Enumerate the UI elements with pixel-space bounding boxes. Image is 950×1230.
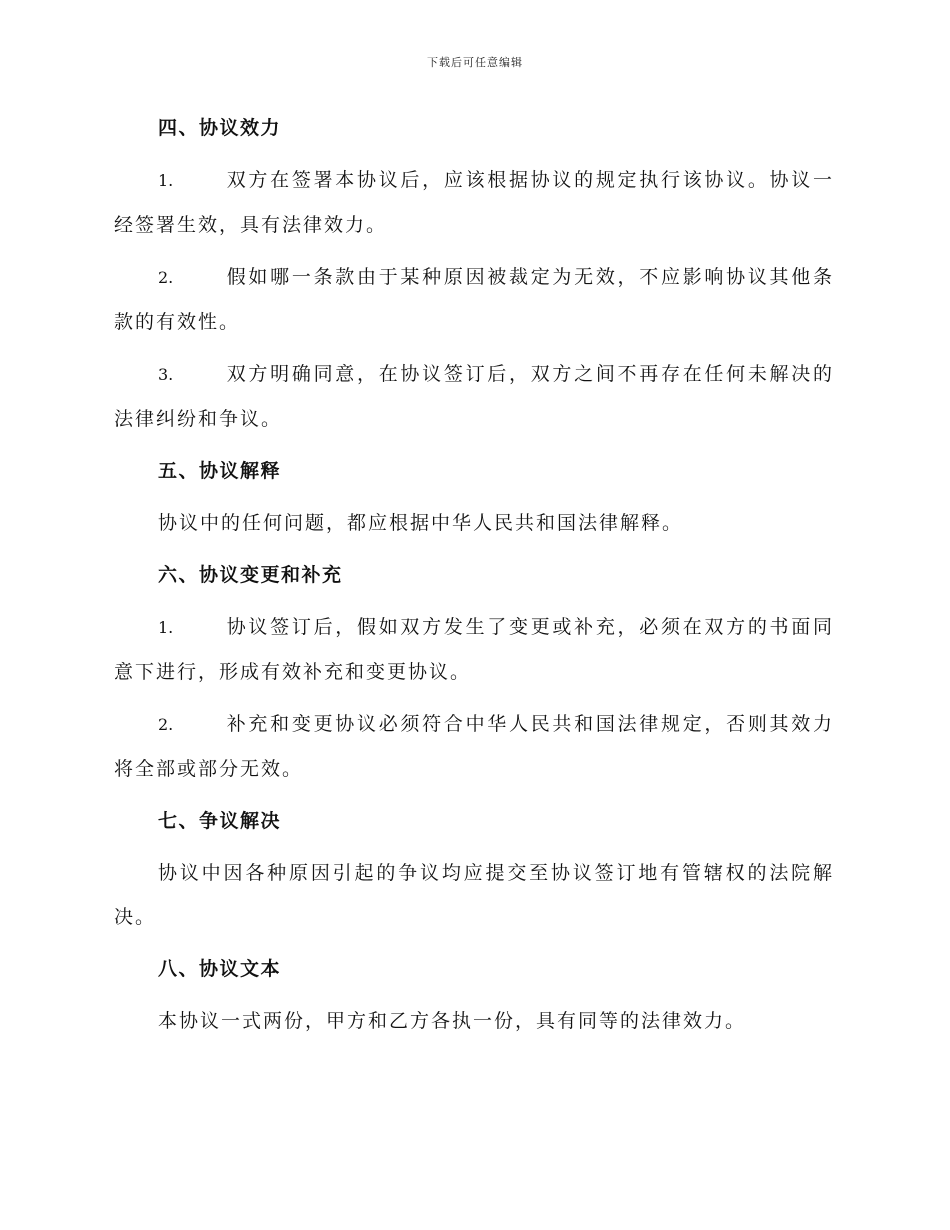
section-heading-4: 四、协议效力 bbox=[158, 117, 282, 139]
clause-text: 假如哪一条款由于某种原因被裁定为无效，不应影响协议其他条款的有效性。 bbox=[114, 266, 834, 333]
clause-4-2 bbox=[114, 255, 834, 344]
section-8-text: 本协议一式两份，甲方和乙方各执一份，具有同等的法律效力。 bbox=[158, 1010, 747, 1032]
clause-number: 1. bbox=[158, 618, 174, 637]
document-body bbox=[114, 107, 834, 1043]
page-header: 下载后可任意编辑 bbox=[427, 56, 523, 69]
section-heading-8: 八、协议文本 bbox=[158, 958, 282, 980]
section-heading-7: 七、争议解决 bbox=[158, 810, 282, 832]
clause-number: 2. bbox=[158, 268, 174, 287]
clause-text: 补充和变更协议必须符合中华人民共和国法律规定，否则其效力将全部或部分无效。 bbox=[114, 713, 834, 780]
section-7-text: 协议中因各种原因引起的争议均应提交至协议签订地有管辖权的法院解决。 bbox=[114, 862, 834, 928]
clause-text: 协议签订后，假如双方发生了变更或补充，必须在双方的书面同意下进行，形成有效补充和变更协议。 bbox=[114, 616, 834, 683]
clause-4-3 bbox=[114, 352, 834, 441]
clause-text: 双方明确同意，在协议签订后，双方之间不再存在任何未解决的法律纠纷和争议。 bbox=[114, 363, 834, 430]
section-heading-6: 六、协议变更和补充 bbox=[158, 564, 343, 586]
clause-number: 1. bbox=[158, 171, 174, 190]
clause-text: 双方在签署本协议后，应该根据协议的规定执行该协议。协议一经签署生效，具有法律效力。 bbox=[114, 169, 834, 236]
clause-4-1 bbox=[114, 158, 834, 247]
section-heading-5: 五、协议解释 bbox=[158, 460, 282, 482]
clause-number: 2. bbox=[158, 715, 174, 734]
section-5-text: 协议中的任何问题，都应根据中华人民共和国法律解释。 bbox=[158, 512, 684, 534]
clause-6-2 bbox=[114, 702, 834, 791]
clause-6-1 bbox=[114, 605, 834, 694]
clause-number: 3. bbox=[158, 365, 174, 384]
